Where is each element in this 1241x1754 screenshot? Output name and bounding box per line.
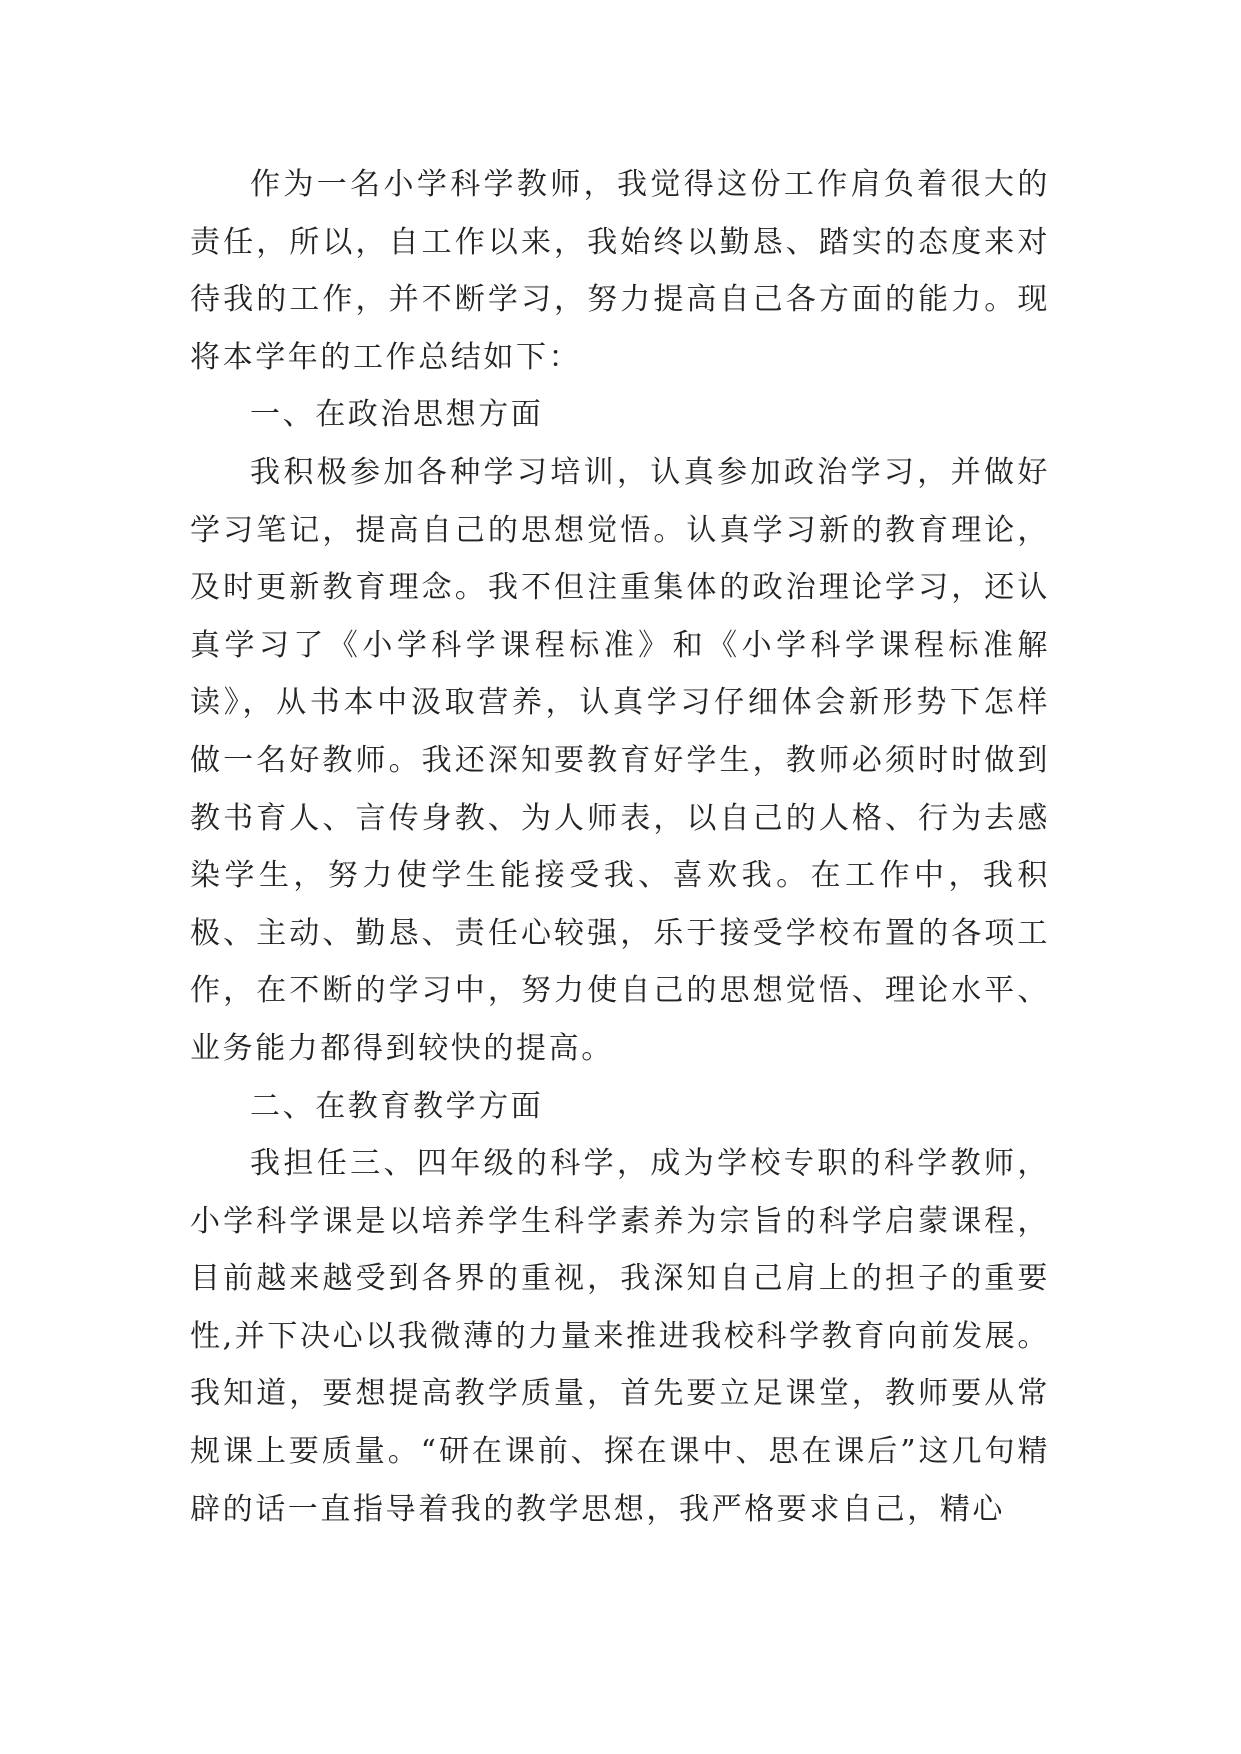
- section-heading-teaching: 二、在教育教学方面: [250, 1088, 544, 1124]
- political-paragraph: 我积极参加各种学习培训，认真参加政治学习，并做好学习笔记，提高自己的思想觉悟。认真学习新的教育理论，及时更新教育理念。我不但注重集体的政治理论学习，还认真学习了《小学科学课程标准》和《小学科学课程标准解读》，从书本中汲取营养，认真学习仔细体会新形势下怎样做一名好教师。我还深知要教育好学生，教师必须时时做到教书育人、言传身教、为人师表，以自己的人格、行为去感染学生，努力使学生能接受我、喜欢我。在工作中，我积极、主动、勤恳、责任心较强，乐于接受学校布置的各项工作，在不断的学习中，努力使自己的思想觉悟、理论水平、业务能力都得到较快的提高。: [190, 454, 1050, 1066]
- teaching-paragraph: 我担任三、四年级的科学，成为学校专职的科学教师，小学科学课是以培养学生科学素养为宗旨的科学启蒙课程，目前越来越受到各界的重视，我深知自己肩上的担子的重要性,并下决心以我微薄的力量来推进我校科学教育向前发展。我知道，要想提高教学质量，首先要立足课堂，教师要从常规课上要质量。“研在课前、探在课中、思在课后”这几句精辟的话一直指导着我的教学思想，我严格要求自己，精心: [190, 1146, 1050, 1527]
- intro-paragraph: 作为一名小学科学教师，我觉得这份工作肩负着很大的责任，所以，自工作以来，我始终以勤恳、踏实的态度来对待我的工作，并不断学习，努力提高自己各方面的能力。现将本学年的工作总结如下：: [190, 167, 1050, 375]
- document-body: [190, 156, 1050, 1538]
- section-heading-political: 一、在政治思想方面: [250, 397, 544, 433]
